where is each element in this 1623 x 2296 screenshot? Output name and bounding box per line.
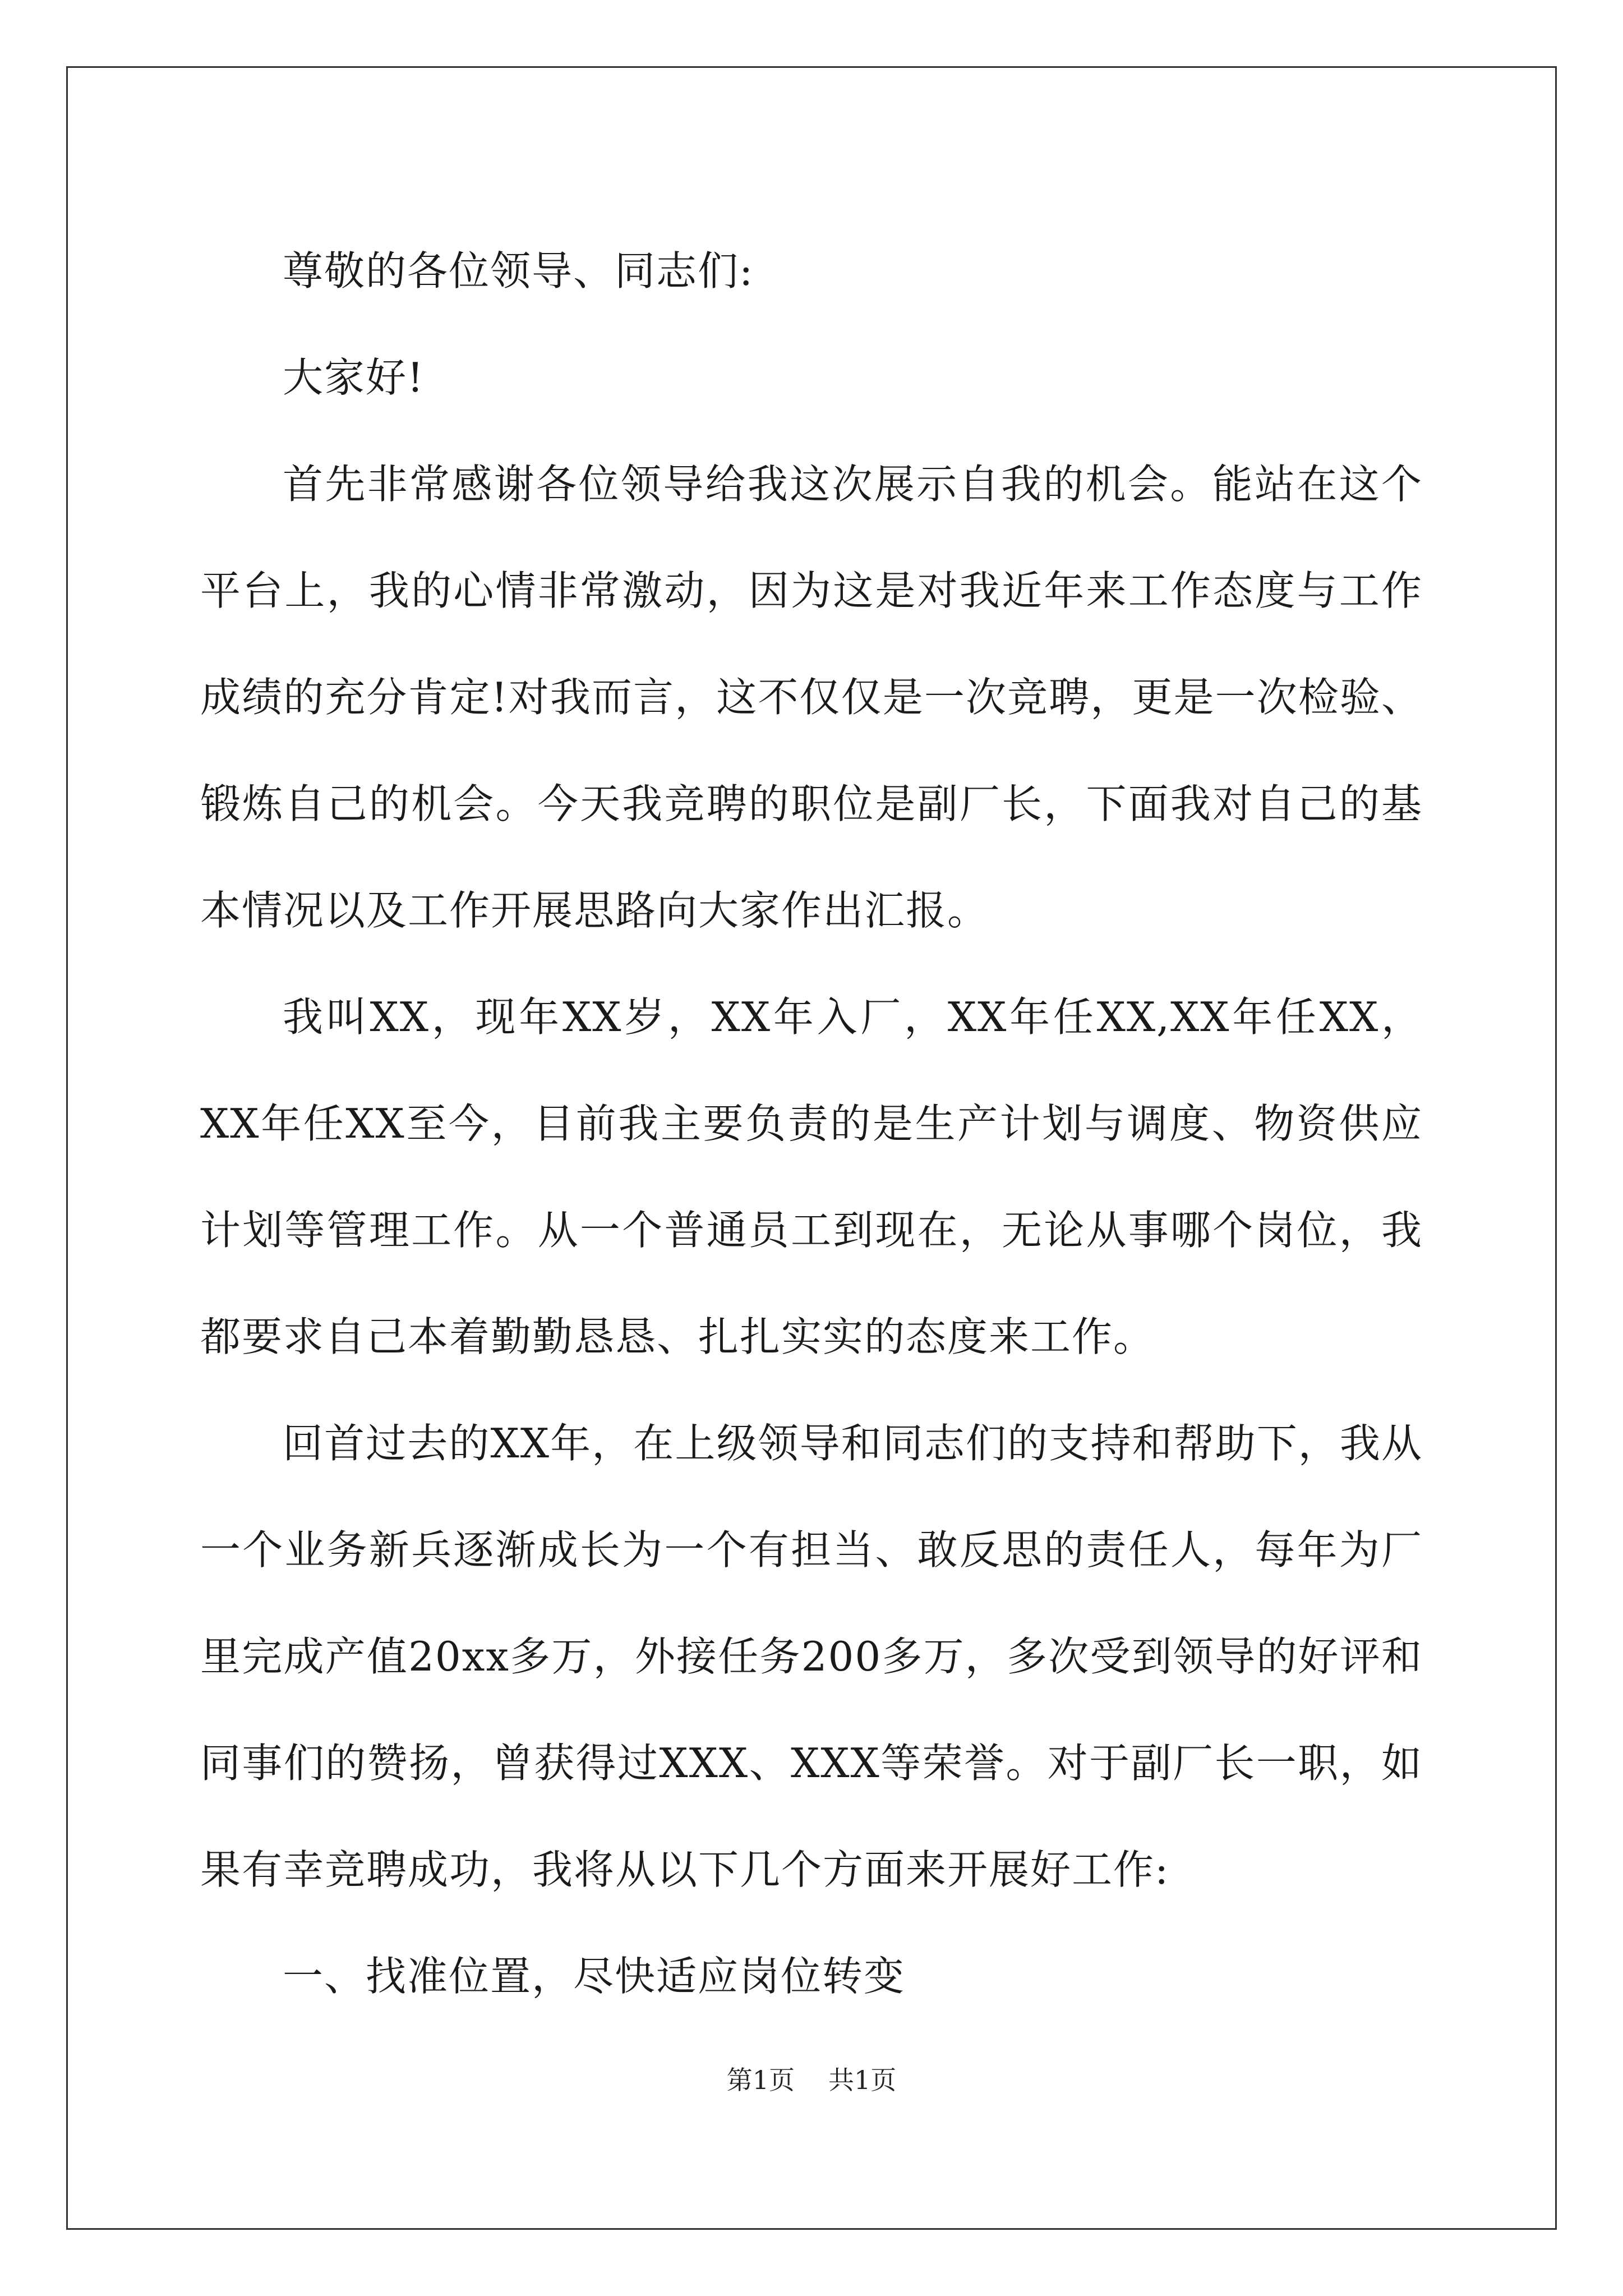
- salutation: 尊敬的各位领导、同志们:: [283, 247, 754, 295]
- paragraph-background: 我叫XX，现年XX岁，XX年入厂，XX年任XX,XX年任XX，XX年任XX至今，目前我主要负责的是生产计划与调度、物资供应计划等管理工作。从一个普通员工到现在，无论从事哪个岗位，我都要求自己本着勤勤恳恳、扎扎实实的态度来工作。: [200, 993, 1423, 1360]
- document-body: [200, 218, 1423, 2030]
- paragraph-achievements: 回首过去的XX年，在上级领导和同志们的支持和帮助下，我从一个业务新兵逐渐成长为一个有担当、敢反思的责任人，每年为厂里完成产值20xx多万，外接任务200多万，多次受到领导的好评和同事们的赞扬，曾获得过XXX、XXX等荣誉。对于副厂长一职，如果有幸竞聘成功，我将从以下几个方面来开展好工作:: [200, 1420, 1423, 1893]
- page-footer: [0, 2063, 1623, 2097]
- page-number: 第1页: [726, 2065, 795, 2095]
- page-total: 共1页: [828, 2065, 897, 2095]
- section-heading-1: 一、找准位置，尽快适应岗位转变: [283, 1953, 906, 2000]
- greeting: 大家好!: [283, 354, 425, 401]
- paragraph-intro: 首先非常感谢各位领导给我这次展示自我的机会。能站在这个平台上，我的心情非常激动，因为这是对我近年来工作态度与工作成绩的充分肯定!对我而言，这不仅仅是一次竞聘，更是一次检验、锻炼自己的机会。今天我竞聘的职位是副厂长，下面我对自己的基本情况以及工作开展思路向大家作出汇报。: [200, 461, 1423, 934]
